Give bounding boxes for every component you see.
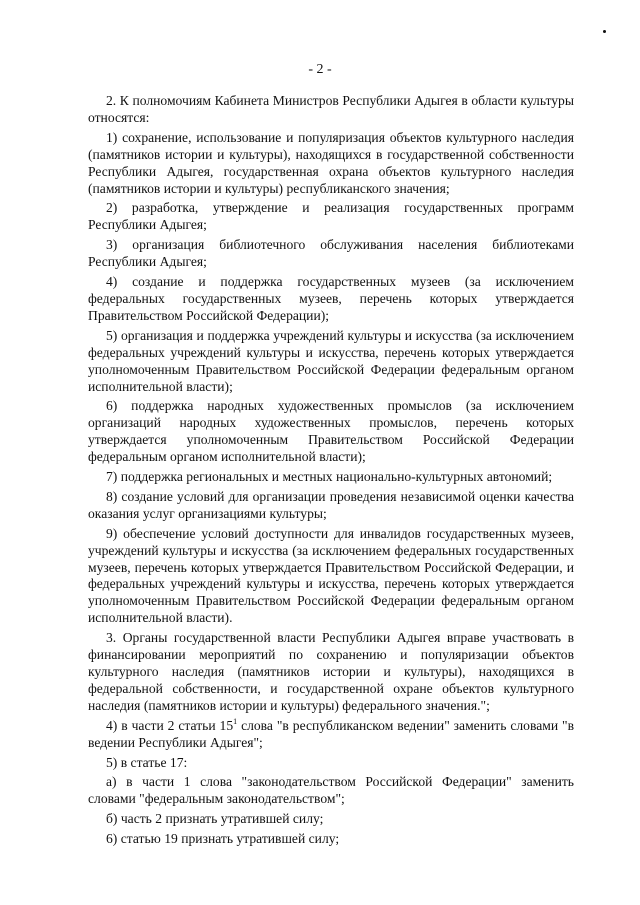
paragraph-item-4 [88, 718, 574, 752]
document-body [88, 93, 574, 848]
paragraph: 1) сохранение, использование и популяризация объектов культурного наследия (памятников истории и культуры), находящихся в государственной собственности Республики Адыгея, государственная охрана объектов культурного наследия (памятников истории и культуры) республиканского значения; [88, 129, 574, 196]
paragraph: 5) организация и поддержка учреждений культуры и искусства (за исключением федеральных учреждений культуры и искусства, перечень которых утверждается уполномоченным Правительством Российской Федерации федеральным органом исполнительной власти); [88, 327, 574, 394]
paragraph: 2. К полномочиям Кабинета Министров Республики Адыгея в области культуры относятся: [88, 93, 574, 125]
scan-dot [603, 30, 606, 33]
paragraph: 3. Органы государственной власти Республики Адыгея вправе участвовать в финансировании мероприятий по сохранению и популяризации объектов культурного наследия (памятников истории и культуры), находящихся в федеральной собственности, и государственной охране объектов культурного наследия (памятников истории и культуры) федерального значения."; [88, 630, 574, 713]
article-superscript: 1 [233, 716, 238, 726]
paragraph: 2) разработка, утверждение и реализация государственных программ Республики Адыгея; [88, 200, 574, 233]
page-number: - 2 - [308, 62, 332, 77]
paragraph: 9) обеспечение условий доступности для инвалидов государственных музеев, учреждений культуры и искусства (за исключением федеральных государственных музеев, перечень которых утверждается Правительством Российской Федерации, и федеральных учреждений культуры и искусства, перечень которых утверждается уполномоченным Правительством Российской Федерации федеральным органом исполнительной власти). [88, 525, 574, 626]
paragraph: 6) статью 19 признать утратившей силу; [106, 831, 340, 847]
paragraph: 5) в статье 17: [106, 754, 188, 770]
item4-text-after: слова "в республиканском ведении" заменить словами "в ведении Республики Адыгея"; [88, 717, 574, 750]
paragraph: 3) организация библиотечного обслуживания населения библиотеками Республики Адыгея; [88, 237, 574, 270]
item4-text-before: 4) в части 2 статьи 15 [106, 717, 234, 733]
paragraph: а) в части 1 слова "законодательством Российской Федерации" заменить словами "федеральным законодательством"; [88, 774, 574, 807]
paragraph: 6) поддержка народных художественных промыслов (за исключением организаций народных художественных промыслов, перечень которых утверждается уполномоченным Правительством Российской Федерации федеральным органом исполнительной власти); [88, 398, 574, 465]
paragraph: 8) создание условий для организации проведения независимой оценки качества оказания услуг организациями культуры; [88, 488, 574, 521]
paragraph: 4) создание и поддержка государственных музеев (за исключением федеральных государственных музеев, перечень которых утверждается Правительством Российской Федерации); [88, 274, 574, 323]
paragraph: б) часть 2 признать утратившей силу; [106, 811, 324, 827]
paragraph: 7) поддержка региональных и местных национально-культурных автономий; [106, 469, 553, 485]
